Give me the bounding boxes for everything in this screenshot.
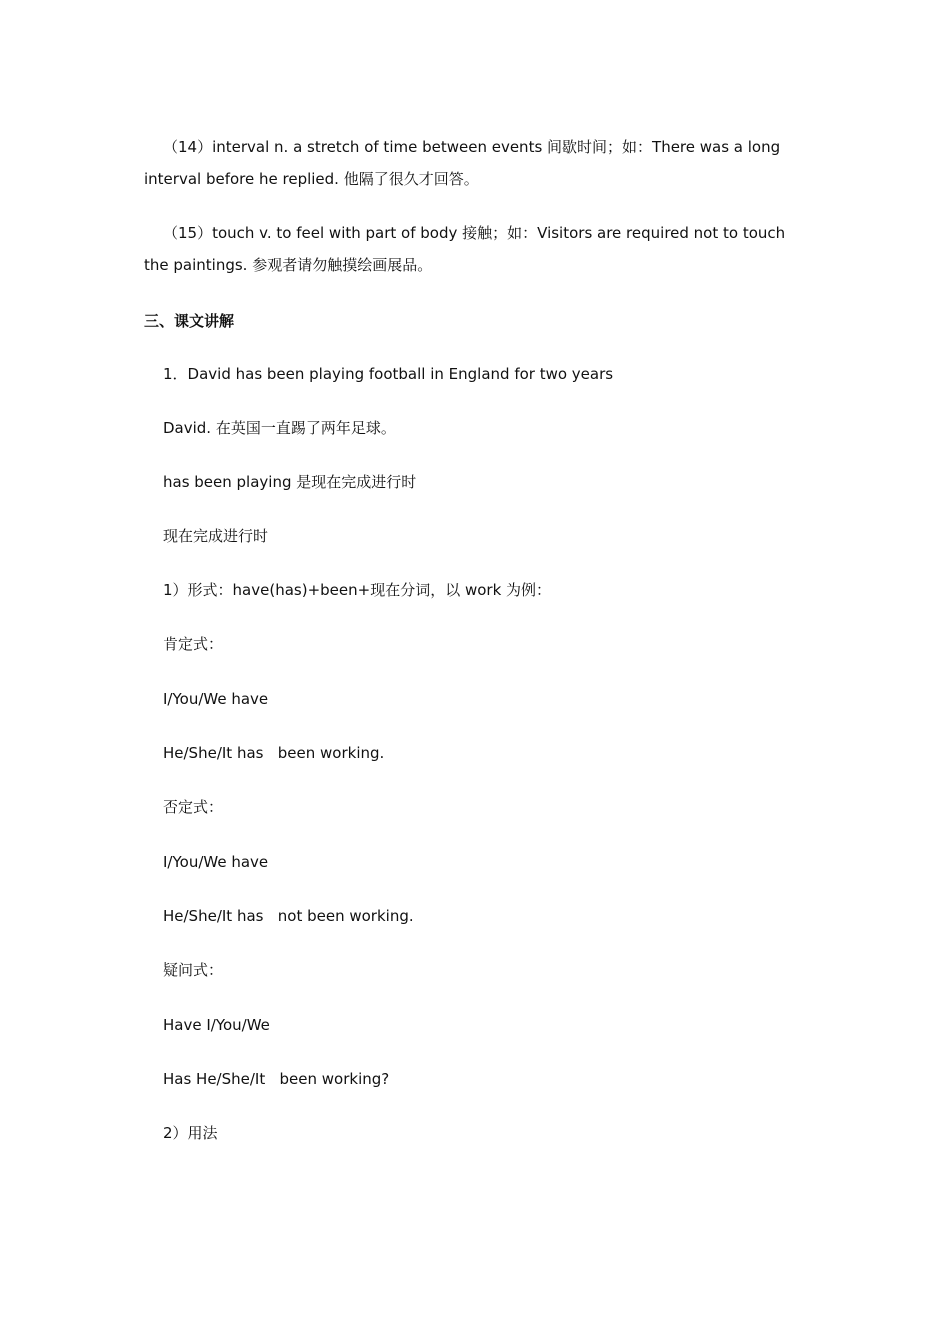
negative-label: 否定式： <box>163 798 224 816</box>
text-item-1-translation: David. 在英国一直踢了两年足球。 <box>163 419 396 437</box>
grammar-note: has been playing 是现在完成进行时 <box>163 473 417 491</box>
affirmative-label: 肯定式： <box>163 635 224 653</box>
section-heading: 三、课文讲解 <box>144 312 235 330</box>
form-heading: 1）形式：have(has)+been+现在分词，以 work 为例： <box>163 581 552 599</box>
vocab-15-line1: （15）touch v. to feel with part of body 接触；如：Visitors are required not to touch <box>163 224 786 242</box>
negative-line-2: He/She/It has not been working. <box>163 907 414 925</box>
affirmative-line-1: I/You/We have <box>163 690 269 708</box>
tense-name: 现在完成进行时 <box>163 527 269 545</box>
vocab-14-line2: interval before he replied. 他隔了很久才回答。 <box>144 170 479 188</box>
usage-heading: 2）用法 <box>163 1124 218 1142</box>
interrogative-line-2: Has He/She/It been working? <box>163 1070 390 1088</box>
vocab-15-line2: the paintings. 参观者请勿触摸绘画展品。 <box>144 256 433 274</box>
affirmative-line-2: He/She/It has been working. <box>163 744 385 762</box>
text-item-1: 1．David has been playing football in England for two years <box>163 365 614 383</box>
vocab-14-line1: （14）interval n. a stretch of time between events 间歇时间；如：There was a long <box>163 138 781 156</box>
interrogative-line-1: Have I/You/We <box>163 1016 270 1034</box>
negative-line-1: I/You/We have <box>163 853 269 871</box>
interrogative-label: 疑问式： <box>163 961 224 979</box>
